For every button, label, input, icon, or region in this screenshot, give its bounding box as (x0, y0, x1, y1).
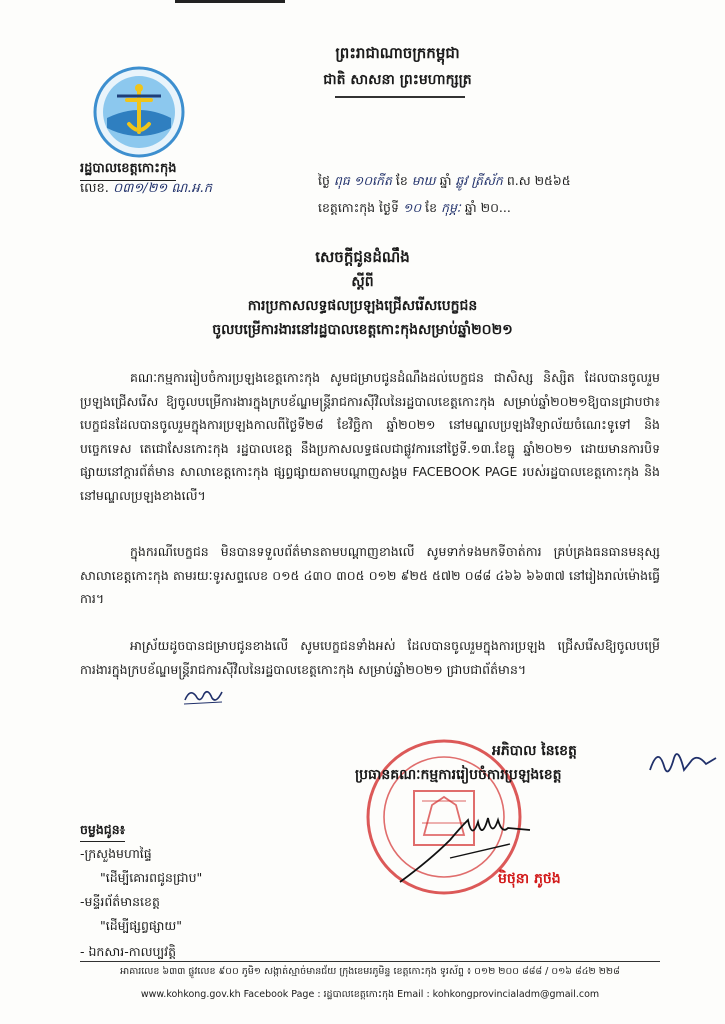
solar-day: ១០ (402, 200, 422, 215)
body-paragraph-3: អាស្រ័យដូចបានជម្រាបជូនខាងលើ សូមបេក្ខជនទាំងអស់ ដែលបានចូលរួមក្នុងការប្រឡង ជ្រើសរើសឱ្យចូលបម្រើការងារក្នុងក្របខ័ណ្ឌមន្ត្រីរាជការស៊ីវិលនៃរដ្ឋបាលខេត្តកោះកុង សម្រាប់ឆ្នាំ២០២១ ជ្រាបជាព័ត៌មាន។ (80, 638, 660, 677)
solar-year: ២០... (480, 200, 511, 215)
solar-month: កុម្ភៈ (441, 200, 461, 215)
administration-name: រដ្ឋបាលខេត្តកោះកុង (80, 160, 176, 181)
month-label: ខែ (395, 173, 408, 188)
cc-heading: ចម្លងជូន៖ (80, 822, 125, 842)
footer-address: អាគារលេខ ៦៣៣ ផ្លូវលេខ ៩០០ ភូមិ១ សង្កាត់ស្មាច់មានជ័យ ក្រុងខេមរភូមិន្ទ ខេត្តកោះកុង ទូរស័ព្ទ ៖ ០១២ ២០០ ៨៨៨ / ០១៦ ៨៤២ ២២៨ (120, 966, 620, 977)
lunar-date (318, 173, 571, 192)
cc-item-1: -ក្រសួងមហាផ្ទៃ (80, 846, 152, 861)
document-type: សេចក្តីជូនដំណឹង (315, 248, 410, 266)
body-paragraph-1: គណៈកម្មការរៀបចំការប្រឡងខេត្តកោះកុង សូមជម្រាបជូនដំណឹងដល់បេក្ខជន ជាសិស្ស និស្សិត ដែលបានចូលរួមប្រឡងជ្រើសរើស ឱ្យចូលបម្រើការងារក្នុងក្របខ័ណ្ឌមន្ត្រីរាជការស៊ីវិលនៃរដ្ឋបាលខេត្តកោះកុង សម្រាប់ឆ្នាំ២០២១ឱ្យបានជ្រាបថា៖ បេក្ខជនដែលបានចូលរួមក្នុងការប្រឡងកាលពីថ្ងៃទី២៨ ខែវិច្ឆិកា ឆ្នាំ២០២១ នៅមណ្ឌលប្រឡងវិទ្យាល័យចំណេះទូទៅ និងបច្ចេកទេស តេជោសែនកោះកុង រដ្ឋបាលខេត្ត នឹងប្រកាសលទ្ធផលជាផ្លូវការនៅថ្ងៃទី.១៣.ខែធ្នូ ឆ្នាំ២០២១ ដោយមានការបិទផ្សាយនៅក្តារព័ត៌មាន សាលាខេត្តកោះកុង ផ្សព្វផ្សាយតាមបណ្តាញសង្គម FACEBOOK PAGE របស់រដ្ឋបាលខេត្តកោះកុង និង នៅមណ្ឌលប្រឡងខាងលើ។ (80, 370, 660, 503)
top-edge-line (175, 0, 285, 3)
cc-item-1-note: "ដើម្បីគោរពជូនជ្រាប" (100, 870, 203, 885)
solar-year-label: ឆ្នាំ (464, 200, 477, 215)
lunar-day: ពុធ ១០កើត (333, 173, 392, 188)
provincial-logo (93, 66, 185, 158)
solar-place: ខេត្តកោះកុង ថ្ងៃទី (318, 200, 399, 215)
solar-month-label: ខែ (425, 200, 438, 215)
signatory-title-1: អភិបាល នៃខេត្ត (492, 743, 577, 759)
about-label: ស្តីពី (351, 274, 374, 290)
era: ព.ស ២៥៦៥ (506, 173, 571, 188)
animal-year: ឆ្លូវ ត្រីស័ក (455, 173, 503, 188)
footer-divider (80, 961, 660, 962)
solar-date (318, 200, 511, 219)
initials-mark (640, 740, 720, 790)
subject-line-2: ចូលបម្រើការងារនៅរដ្ឋបាលខេត្តកោះកុងសម្រាប់ឆ្នាំ២០២១ (212, 322, 513, 338)
cc-item-3: - ឯកសារ-កាលប្បវត្តិ (80, 944, 177, 959)
cc-item-2: -មន្ទីរព័ត៌មានខេត្ត (80, 894, 160, 909)
lunar-month: មាឃ (411, 173, 436, 188)
ref-number: ០៣១/២១ (113, 181, 168, 196)
national-motto: ជាតិ សាសនា ព្រះមហាក្សត្រ (323, 72, 472, 88)
kingdom-heading: ព្រះរាជាណាចក្រកម្ពុជា (335, 44, 460, 62)
ref-prefix: លេខ. (80, 181, 109, 196)
cc-item-2-note: "ដើម្បីផ្សព្វផ្សាយ" (100, 918, 182, 933)
lunar-label: ថ្ងៃ (318, 173, 330, 188)
footer-contacts: www.kohkong.gov.kh Facebook Page : រដ្ឋបាលខេត្តកោះកុង Email : kohkongprovincialadm@gmail.com (140, 989, 600, 1000)
subject-line-1: ការប្រកាសលទ្ធផលប្រឡងជ្រើសរើសបេក្ខជន (247, 298, 478, 314)
body-paragraph-2: ក្នុងករណីបេក្ខជន មិនបានទទួលព័ត៌មានតាមបណ្តាញខាងលើ សូមទាក់ទងមកទីចាត់ការ គ្រប់គ្រងធនធានមនុស្សសាលាខេត្តកោះកុង តាមរយៈទូរសព្ទលេខ ០១៥ ៤៣០ ៣០៥ ០១២ ៩២៥ ៥៧២ ០៨៨ ៤៦៦ ៦៦៣៧ នៅរៀងរាល់ម៉ោងធ្វើការ។ (80, 544, 660, 606)
ref-suffix: ណ.អ.ក (171, 181, 213, 196)
signatory-title-2: ប្រធានគណៈកម្មការរៀបចំការប្រឡងខេត្ត (355, 767, 562, 783)
year-label: ឆ្នាំ (439, 173, 452, 188)
motto-divider (335, 96, 465, 98)
handwritten-initial (182, 684, 226, 708)
reference-number (80, 180, 212, 199)
signer-name: មិថុនា ភូថង (498, 871, 561, 887)
